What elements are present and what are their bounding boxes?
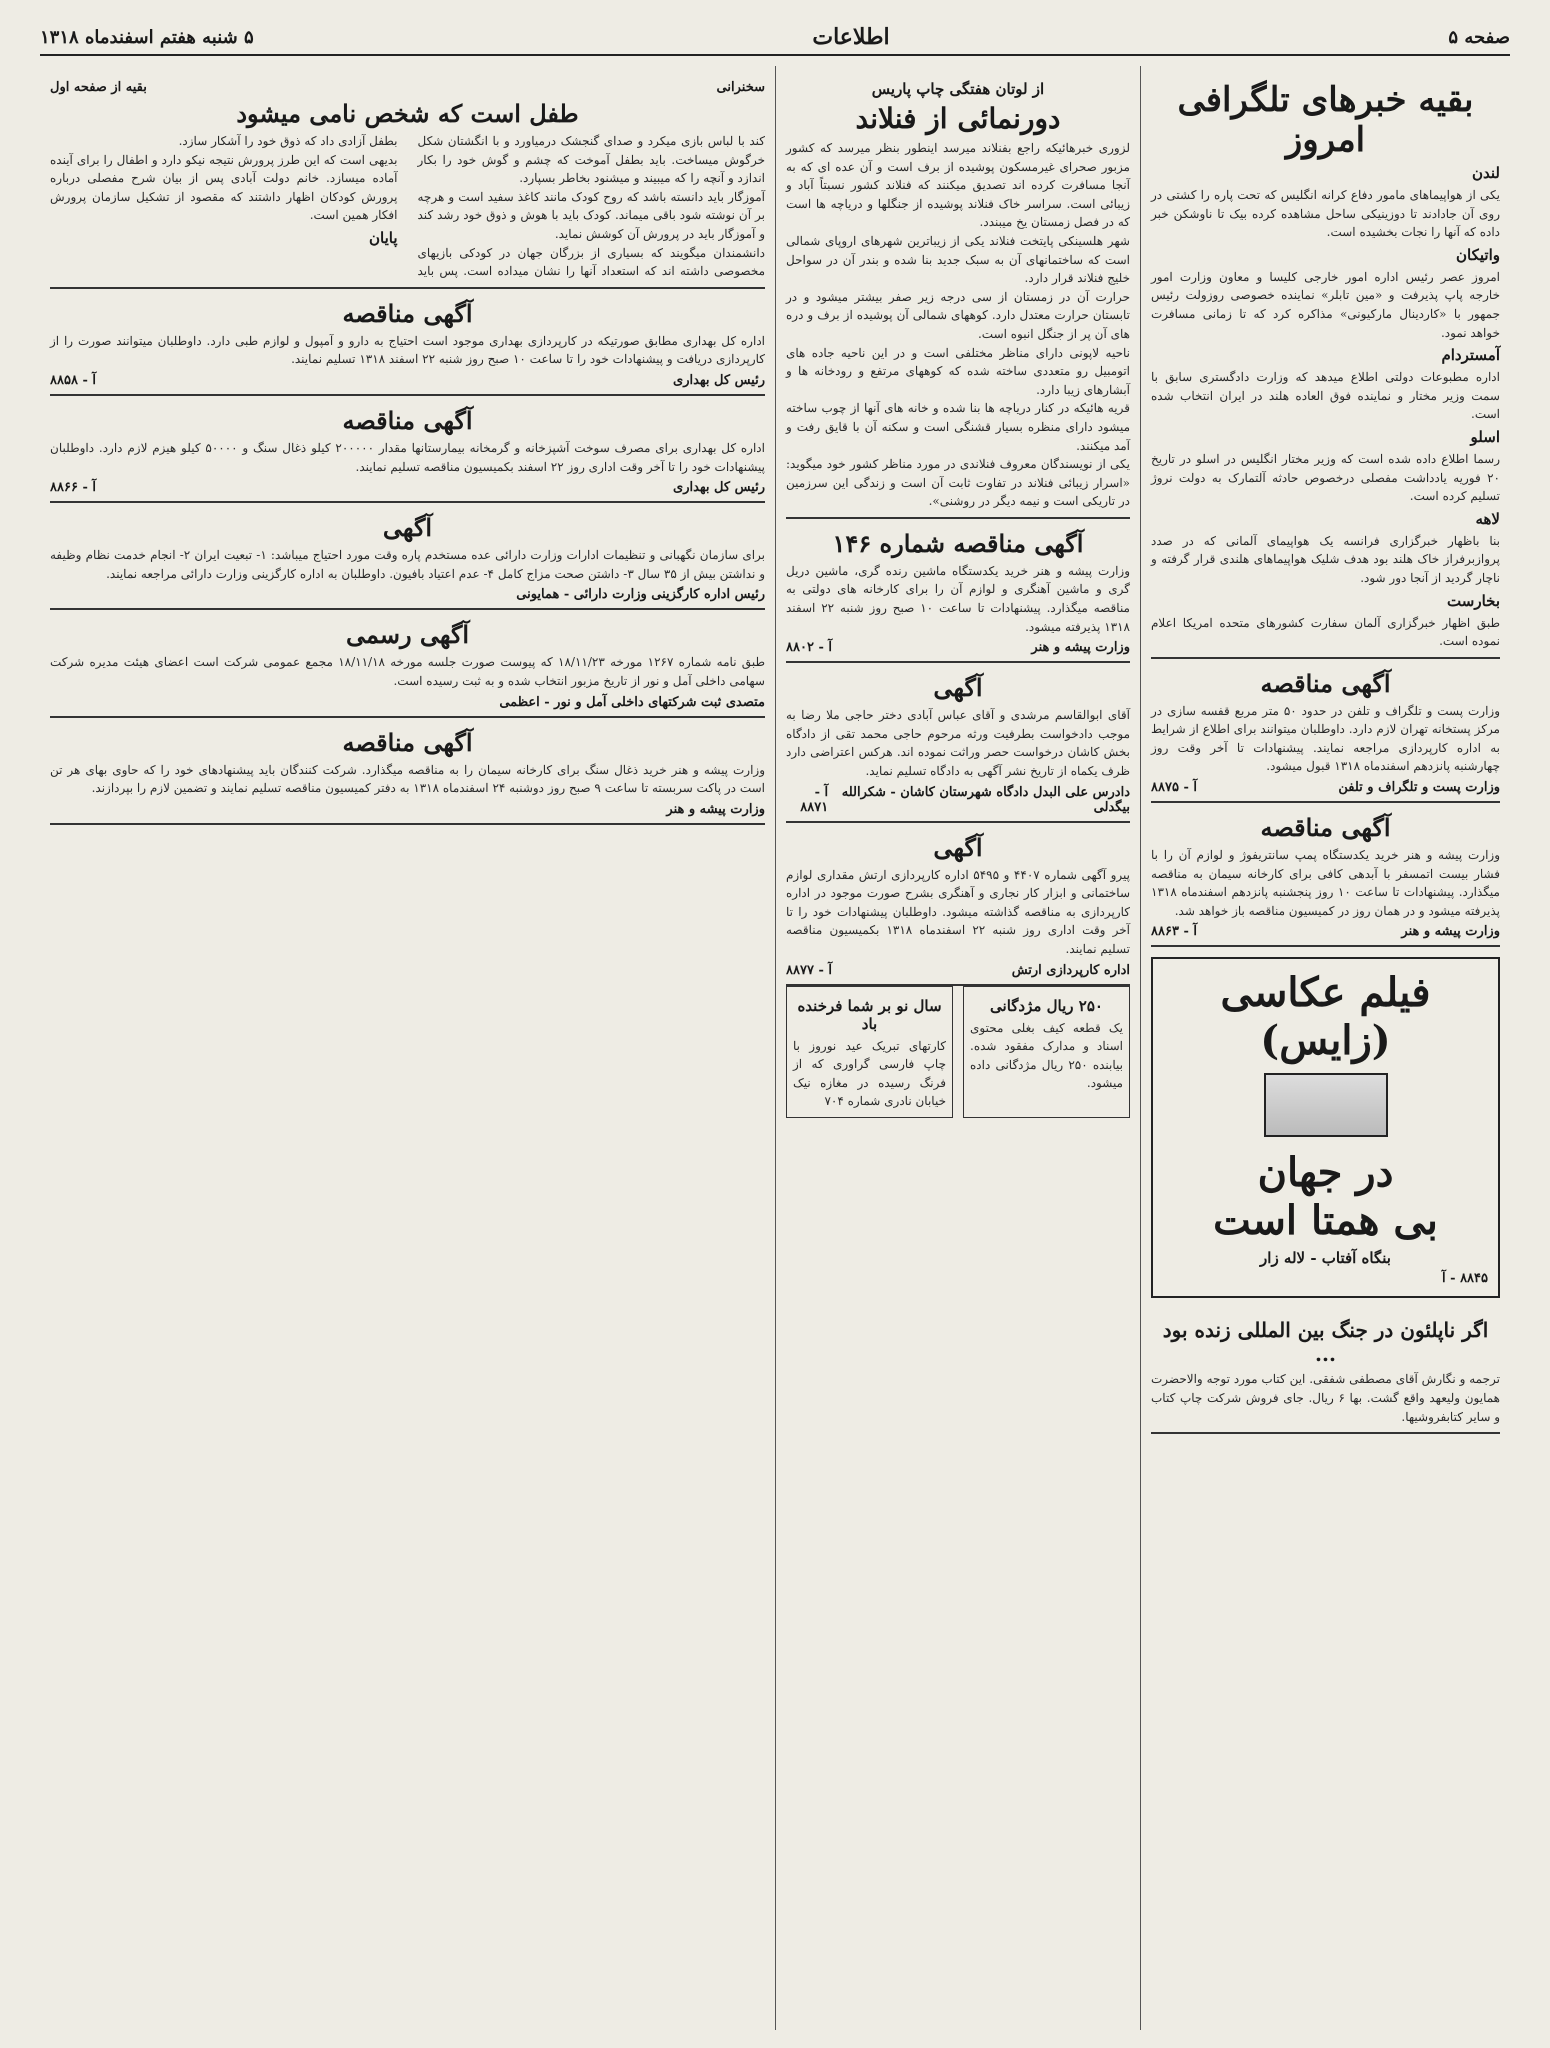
official-ad: آگهی رسمی طبق نامه شماره ۱۲۶۷ مورخه ۱۸/۱۱/۲۳ که پیوست صورت جلسه مورخه ۱۸/۱۱/۱۸ مجمع عمومی شرکت است اعضای هیئت مدیره شرکت سهامی داخلی آمل و نور از تاریخ مزبور انتخاب شده و به ثبت رسیده است. متصدی ثبت شرکتهای داخلی آمل و نور - اعظمی xyxy=(50,610,765,717)
tender-ad: آگهی مناقصه اداره کل بهداری برای مصرف سوخت آشپزخانه و گرمخانه بیمارستانها مقدار ۲۰۰۰۰۰ کیلو ذغال سنگ و ۵۰۰۰۰ کیلو هیزم لازم دارد. داوطلبان پیشنهادات خود را تا آخر وقت اداری روز ۲۲ اسفند بکمیسیون مناقصه تسلیم نمایند. رئیس کل بهداری آ - ۸۸۶۶ xyxy=(50,396,765,503)
page-number: صفحه ۵ xyxy=(1448,26,1510,48)
book-ad: اگر ناپلئون در جنگ بین المللی زنده بود ... ترجمه و نگارش آقای مصطفی شفقی. این کتاب مورد توجه والاحضرت همایون ولیعهد واقع گشت. بها ۶ ریال. جای فروش شرکت چاپ کتاب و سایر کتابفروشیها. xyxy=(1151,1308,1500,1434)
finland-heading: دورنمائی از فنلاند xyxy=(855,102,1061,135)
film-advertisement: فیلم عکاسی (زایس) در جهان بی همتا است بنگاه آفتاب - لاله زار ۸۸۴۵ - آ xyxy=(1151,957,1500,1298)
tender-ad: آگهی مناقصه وزارت پیشه و هنر خرید یکدستگاه پمپ سانتریفوژ و لوازم آن را با فشار بیست اتمسفر با آبدهی کافی برای کارخانه سیمان به مناقصه میگذارد. پیشنهادات تا ساعت ۱۰ روز پنجشنبه پانزدهم اسفندماه ۱۳۱۸ پذیرفته میشود و در همان روز در کمیسیون مناقصه باز خواهد شد. وزارت پیشه و هنر آ - ۸۸۶۳ xyxy=(1151,803,1500,947)
telegraph-news-heading: بقیه خبرهای تلگرافی امروز xyxy=(1177,80,1474,160)
news-item: آمستردام اداره مطبوعات دولتی اطلاع میدهد که وزارت دادگستری سابق با سمت وزیر مختار و نماینده فوق العاده هلند در ایران انتخاب شده است. xyxy=(1151,346,1500,422)
notice-ad: آگهی پیرو آگهی شماره ۴۴۰۷ و ۵۴۹۵ اداره کارپردازی ارتش مقداری لوازم ساختمانی و ابزار کار نجاری و آهنگری بشرح صورت موجود در اداره کارپردازی به مناقصه گذاشته میشود. داوطلبان پیشنهادات خود را تا آخر وقت اداری روز شنبه ۲۲ اسفندماه ۱۳۱۸ بکمیسیون مناقصه تسلیم نمایند. اداره کارپردازی ارتش آ - ۸۸۷۷ xyxy=(786,823,1130,986)
tender-ad: آگهی مناقصه اداره کل بهداری مطابق صورتیکه در کارپردازی بهداری موجود است احتیاج به دارو و آمپول و لوازم طبی دارد. داوطلبان میتوانند صورت را از کارپردازی دریافت و پیشنهادات خود را تا ساعت ۱۰ صبح روز شنبه ۲۲ اسفند ۱۳۱۸ تسلیم نمایند. رئیس کل بهداری آ - ۸۸۵۸ xyxy=(50,289,765,396)
section-label: سخنرانی xyxy=(716,80,765,95)
news-item: اسلو رسما اطلاع داده شده است که وزیر مختار انگلیس در اسلو در تاریخ ۲۰ فوریه یادداشت مفصلی درخصوص حادثه آلتمارک به دولت نروژ تسلیم کرده است. xyxy=(1151,427,1500,504)
small-ads-row xyxy=(786,986,1130,1118)
tender-ad: آگهی مناقصه وزارت پست و تلگراف و تلفن در حدود ۵۰ متر مربع قفسه سازی در مرکز پستخانه تهران لازم دارد. داوطلبان میتوانند برای اطلاع از شرایط به اداره کارپردازی مراجعه نمایند. پیشنهادات تا آخر وقت روز چهارشنبه پانزدهم اسفندماه ۱۳۱۸ قبول میشود. وزارت پست و تلگراف و تلفن آ - ۸۸۷۵ xyxy=(1151,659,1500,803)
film-box-icon xyxy=(1264,1073,1388,1137)
tender-ad: آگهی مناقصه شماره ۱۴۶ وزارت پیشه و هنر خرید یکدستگاه ماشین رنده گری، ماشین دریل گری و ماشین آهنگری و لوازم آن را برای کارخانه های دولتی به مناقصه میگذارد. پیشنهادات تا ساعت ۱۰ صبح روز شنبه ۲۲ اسفند ۱۳۱۸ پذیرفته میشود. وزارت پیشه و هنر آ - ۸۸۰۲ xyxy=(786,519,1130,663)
continued-label: بقیه از صفحه اول xyxy=(50,80,147,95)
masthead xyxy=(40,20,1510,56)
news-item: بخارست طبق اظهار خبرگزاری آلمان سفارت کشورهای متحده امریکا اعلام نموده است. xyxy=(1151,591,1500,649)
lecture-heading: طفل است که شخص نامی میشود xyxy=(236,99,579,128)
news-item: لاهه بنا باظهار خبرگزاری فرانسه یک هواپیمای آلمانی که در صدد پروازبرفراز خاک هلند بود هدف شلیک هواپیماهای هلندی قرار گرفته و ناچار گردید از آنجا دور شود. xyxy=(1151,509,1500,585)
kicker: از لوتان هفتگی چاپ پاریس xyxy=(871,80,1045,98)
new-year-ad: سال نو بر شما فرخنده باد کارتهای تبریک عید نوروز با چاپ فارسی گراوری که از فرنگ رسیده در مغازه نیک خیابان نادری شماره ۷۰۴ xyxy=(786,986,953,1118)
paper-name: اطلاعات xyxy=(812,24,890,50)
column-left: سخنرانی بقیه از صفحه اول طفل است که شخص نامی میشود کند با لباس بازی میکرد و صدای گنجشک درمیاورد و با انگشتان شکل خرگوش میساخت. باید بطفل آموخت که چشم و گوش خود را بکار اندازد و آنچه را که میبیند و میشنود بخاطر بسپارد. آموزگار باید دانسته باشد که روح کودک مانند کاغذ سفید است و هرچه بر آن نوشته شود باقی میماند. کودک باید با هوش و ذوق خود رشد کند و آموزگار باید در پرورش آن کوشش نماید. دانشمندان میگویند که بسیاری از بزرگان جهان در کودکی بازیهای مخصوصی داشته اند که استعداد آنها را نشان میداده است. پس باید بطفل آزادی داد که ذوق خود را آشکار سازد. بدیهی است که این طرز پرورش نتیجه نیکو دارد و اطفال را برای آینده آماده میسازد. خانم دولت آبادی پس از بیان شرح مفصلی درباره پرورش کودکان اظهار داشتند که مقصود از تشکیل سازمان پرورش افکار همین است. پایان آگهی مناقصه اداره کل بهداری مطابق صورتیکه در کارپردازی بهداری موجود است احتیاج به دارو و آمپول و لوازم طبی دارد. داوطلبان میتوانند صورت را از کارپردازی دریافت و پیشنهادات خود را تا ساعت ۱۰ صبح روز شنبه ۲۲ اسفند ۱۳۱۸ تسلیم نمایند. رئیس کل بهداری آ - ۸۸۵۸ آگهی مناقصه اداره کل بهداری برای مصرف سوخت آشپزخانه و گرمخانه بیمارستانها مقدار ۲۰۰۰۰۰ کیلو ذغال سنگ و ۵۰۰۰۰ کیلو هیزم لازم دارد. داوطلبان پیشنهادات خود را تا آخر وقت اداری روز ۲۲ اسفند بکمیسیون مناقصه تسلیم نمایند. رئیس کل بهداری آ - ۸۸۶۶ آگهی برای سازمان نگهبانی و تنظیمات ادارات وزارت دارائی عده مستخدم پاره وقت مورد احتیاج میباشد: ۱- تبعیت ایران ۲- انجام خدمت نظام وظیفه و نداشتن بیش از ۳۵ سال ۳- داشتن صحت مزاج کامل ۴- عدم اعتیاد بافیون. داوطلبان به اداره کارگزینی وزارت دارائی مراجعه نمایند. رئیس اداره کارگزینی وزارت دارائی - همایونی آگهی رسمی طبق نامه شماره ۱۲۶۷ مورخه ۱۸/۱۱/۲۳ که پیوست صورت جلسه مورخه ۱۸/۱۱/۱۸ مجمع عمومی شرکت است اعضای هیئت مدیره شرکت سهامی داخلی آمل و نور از تاریخ مزبور انتخاب شده و به ثبت رسیده است. متصدی ثبت شرکتهای داخلی آمل و نور - اعظمی آگهی مناقصه وزارت پیشه و هنر خرید ذغال سنگ برای کارخانه سیمان را به مناقصه میگذارد. شرکت کنندگان باید پیشنهادهای خود را که حاوی بهای هر تن است در پاکت سربسته تا ساعت ۹ صبح روز دوشنبه ۲۴ اسفندماه ۱۳۱۸ به دفتر کمیسیون مناقصه تسلیم نمایند و تضمین لازم را بپردازند. وزارت پیشه و هنر xyxy=(40,66,775,2030)
column-right xyxy=(1140,66,1510,2030)
reward-ad: ۲۵۰ ریال مژدگانی یک قطعه کیف بغلی محتوی اسناد و مدارک مفقود شده. بیابنده ۲۵۰ ریال مژدگانی داده میشود. xyxy=(963,986,1130,1118)
tender-ad: آگهی مناقصه وزارت پیشه و هنر خرید ذغال سنگ برای کارخانه سیمان را به مناقصه میگذارد. شرکت کنندگان باید پیشنهادهای خود را که حاوی بهای هر تن است در پاکت سربسته تا ساعت ۹ صبح روز دوشنبه ۲۴ اسفندماه ۱۳۱۸ به دفتر کمیسیون مناقصه تسلیم نمایند و تضمین لازم را بپردازند. وزارت پیشه و هنر xyxy=(50,718,765,825)
news-item: لندن یکی از هواپیماهای مامور دفاع کرانه انگلیس که تحت پاره را کشتی در روی آن جادادند تا دوزینیکی ساحل مشاهده کرده بیک تا ناوشکن خبر داده که آنها را نجات بخشیده است. xyxy=(1151,164,1500,240)
notice-ad: آگهی برای سازمان نگهبانی و تنظیمات ادارات وزارت دارائی عده مستخدم پاره وقت مورد احتیاج میباشد: ۱- تبعیت ایران ۲- انجام خدمت نظام وظیفه و نداشتن بیش از ۳۵ سال ۳- داشتن صحت مزاج کامل ۴- عدم اعتیاد بافیون. داوطلبان به اداره کارگزینی وزارت دارائی مراجعه نمایند. رئیس اداره کارگزینی وزارت دارائی - همایونی xyxy=(50,503,765,610)
column-middle-right: از لوتان هفتگی چاپ پاریس دورنمائی از فنلاند لزوری خبرهائیکه راجع بفنلاند میرسد اینطور بنظر میرسد که کشور مزبور صحرای غیرمسکون پوشیده از برف است و آن عده ای که به آنجا مسافرت کرده اند تصدیق میکنند که فنلاند کشور نسبتاً آباد و زیبائی است. سراسر خاک فنلاند پوشیده از جنگلها و دریاچه ها است که در فصل زمستان یخ میبندد. شهر هلسینکی پایتخت فنلاند یکی از زیباترین شهرهای اروپای شمالی است که ساختمانهای آن به سبک جدید بنا شده و بندر آن در سواحل خلیج فنلاند قرار دارد. حرارت آن در زمستان از سی درجه زیر صفر بیشتر میشود و در تابستان حرارت معتدل دارد. کوههای شمالی آن پوشیده از برف و دره های آن پر از جنگل انبوه است. ناحیه لاپونی دارای مناظر مختلفی است و در این ناحیه جاده های اتومبیل رو متعددی ساخته شده که کوههای مرتفع و رودخانه ها و آبشارهای زیبا دارد. قریه هائیکه در کنار دریاچه ها بنا شده و خانه های آنها از چوب ساخته میشود دارای منظره بسیار قشنگی است و سکنه آن با قایق رفت و آمد میکنند. یکی از نویسندگان معروف فنلاندی در مورد مناظر کشور خود میگوید: «اسرار زیبائی فنلاند در تفاوت ثابت آن است و زندگی این سرزمین در تاریکی است و نیمه دیگر در روشنی». آگهی مناقصه شماره ۱۴۶ وزارت پیشه و هنر خرید یکدستگاه ماشین رنده گری، ماشین دریل گری و ماشین آهنگری و لوازم آن را برای کارخانه های دولتی به مناقصه میگذارد. پیشنهادات تا ساعت ۱۰ صبح روز شنبه ۲۲ اسفند ۱۳۱۸ پذیرفته میشود. وزارت پیشه و هنر آ - ۸۸۰۲ آگهی آقای ابوالقاسم مرشدی و آقای عباس آبادی دختر حاجی ملا رضا به موجب دادخواست بطرفیت ورثه مرحوم حاجی محمد تقی از دادگاه بخش کاشان درخواست حصر وراثت نموده اند. هرکس اعتراضی دارد ظرف یکماه از تاریخ نشر آگهی به دادگاه تسلیم نماید. دادرس علی البدل دادگاه شهرستان کاشان - شکرالله بیگدلی آ - ۸۸۷۱ آگهی پیرو آگهی شماره ۴۴۰۷ و ۵۴۹۵ اداره کارپردازی ارتش مقداری لوازم ساختمانی و ابزار کار نجاری و آهنگری بشرح صورت موجود در اداره کارپردازی به مناقصه گذاشته میشود. داوطلبان پیشنهادات خود را تا آخر وقت اداری روز شنبه ۲۲ اسفندماه ۱۳۱۸ بکمیسیون مناقصه تسلیم نمایند. اداره کارپردازی ارتش آ - ۸۸۷۷ ۲۵۰ ریال مژدگانی یک قطعه کیف بغلی محتوی اسناد و مدارک مفقود شده. بیابنده ۲۵۰ ریال مژدگانی داده میشود. سال نو بر شما فرخنده باد کارتهای تبریک عید نوروز با چاپ فارسی گراوری که از فرنگ رسیده در مغازه نیک خیابان نادری شماره ۷۰۴ xyxy=(775,66,1140,2030)
newspaper-page xyxy=(40,20,1510,2030)
news-item: واتیکان امروز عصر رئیس اداره امور خارجی کلیسا و معاون وزارت امور خارجه پاپ پذیرفت و «مین تابلر» نماینده خصوصی روزولت رئیس جمهور با «کاردینال مارکیونی» مذاکره کرد که تا زمانی مسافرت خواهد نمود. xyxy=(1151,245,1500,340)
notice-ad: آگهی آقای ابوالقاسم مرشدی و آقای عباس آبادی دختر حاجی ملا رضا به موجب دادخواست بطرفیت ورثه مرحوم حاجی محمد تقی از دادگاه بخش کاشان درخواست حصر وراثت نموده اند. هرکس اعتراضی دارد ظرف یکماه از تاریخ نشر آگهی به دادگاه تسلیم نماید. دادرس علی البدل دادگاه شهرستان کاشان - شکرالله بیگدلی آ - ۸۸۷۱ xyxy=(786,663,1130,822)
issue-date: ۵ شنبه هفتم اسفندماه ۱۳۱۸ xyxy=(40,26,254,48)
